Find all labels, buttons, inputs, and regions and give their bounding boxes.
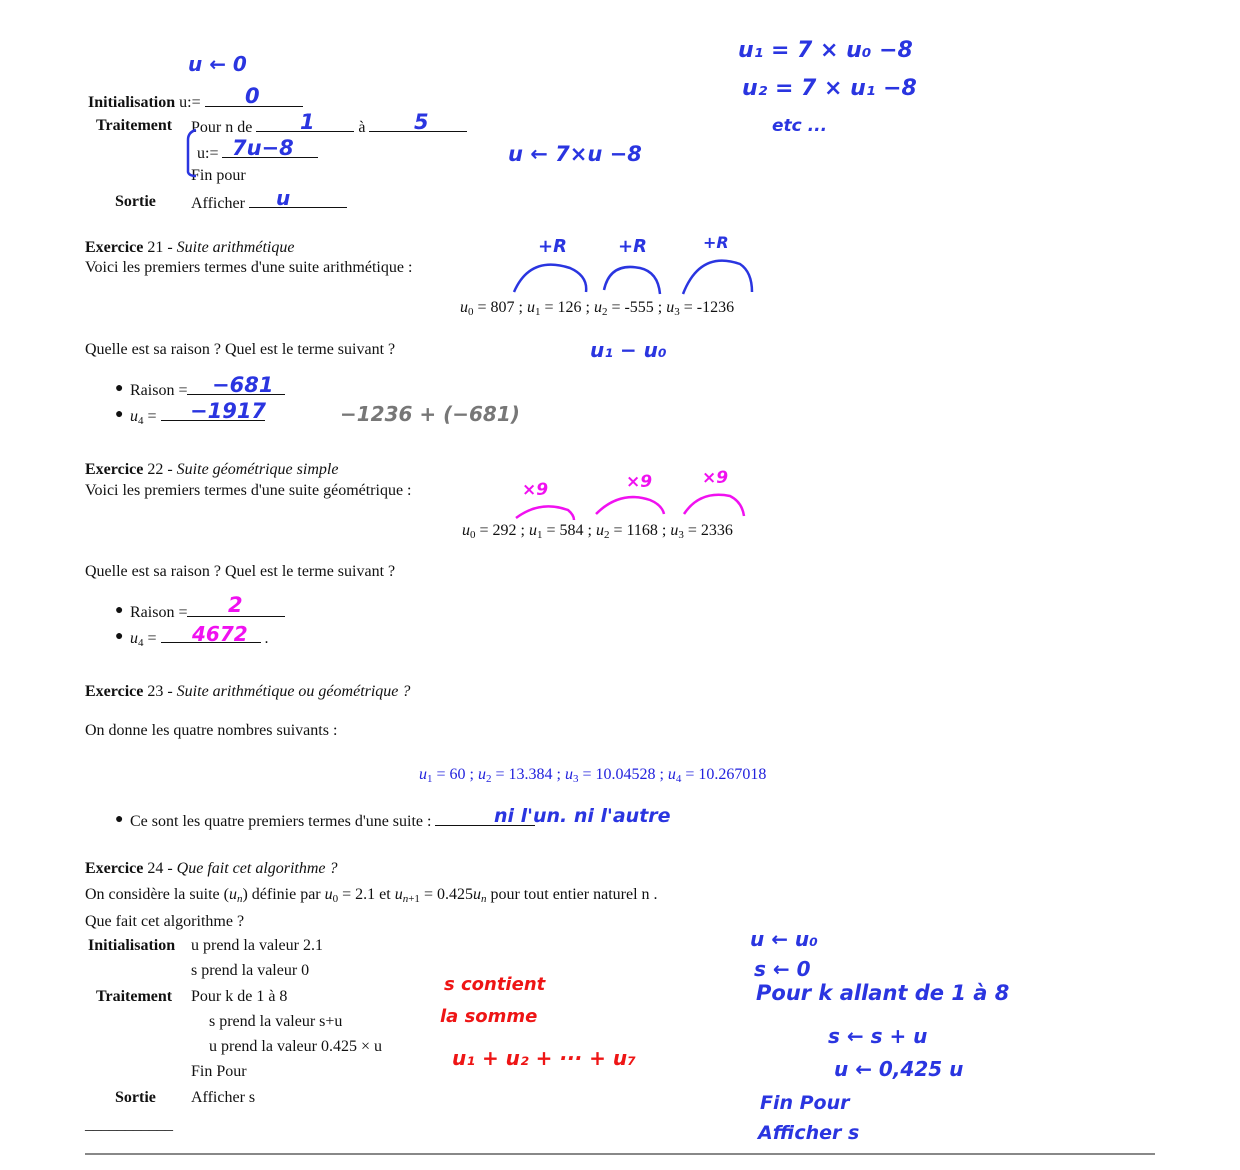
init-text: u:= xyxy=(179,94,201,111)
hw-arc-label-1: +R xyxy=(538,236,567,257)
u4-index: 4 xyxy=(138,415,144,427)
ex21-heading: Exercice 21 - Suite arithmétique xyxy=(85,239,295,256)
afficher-line: Afficher s xyxy=(191,1089,256,1106)
hw-blue-2: s ← 0 xyxy=(754,957,811,981)
ex22-intro: Voici les premiers termes d'une suite géométrique : xyxy=(85,482,412,499)
hw-blue-5: u ← 0,425 u xyxy=(834,1057,964,1081)
hw-u4: 4672 xyxy=(192,622,248,646)
hw-raison: 2 xyxy=(228,593,243,617)
hw-calc: −1236 + (−681) xyxy=(340,402,520,426)
fin-pour: Fin pour xyxy=(191,167,246,184)
ex23-bullet-text: Ce sont les quatre premiers termes d'une suite : xyxy=(130,813,432,830)
hw-arc-label-3: +R xyxy=(703,233,729,252)
hw-arc-1 xyxy=(516,506,574,520)
ex22-question: Quelle est sa raison ? Quel est le terme suivant ? xyxy=(85,563,396,580)
hw-arc-1 xyxy=(514,265,586,292)
u4-eq: = xyxy=(143,408,157,425)
hw-arc-3 xyxy=(683,261,752,294)
hw-arc-label-3: ×9 xyxy=(702,468,729,488)
pour-text: Pour n de xyxy=(191,119,253,136)
sortie-label: Sortie xyxy=(115,1089,156,1106)
hw-u1: u₁ = 7 × u₀ −8 xyxy=(738,38,913,63)
step-1: s prend la valeur s+u xyxy=(209,1013,343,1030)
ex24-definition: On considère la suite $(u_n)$ définie par $u_0 = 2.1$ et $u_{n+1} = 0.425u_n$ pour tout entier naturel n . xyxy=(85,886,658,905)
ex23-heading: Exercice 23 - Suite arithmétique ou géométrique ? xyxy=(85,683,411,700)
init-line-2: s prend la valeur 0 xyxy=(191,962,310,979)
hw-blue-4: s ← s + u xyxy=(828,1024,928,1048)
ex22-sequence: $u_0 = 292$ ; $u_1 = 584$ ; $u_2 = 1168$ ; $u_3 = 2336$ xyxy=(462,522,733,541)
bullet-icon: ● xyxy=(115,407,124,422)
hw-arc-label-1: ×9 xyxy=(522,480,549,500)
hw-diff: u₁ − u₀ xyxy=(590,338,667,362)
u-assign: u:= xyxy=(197,145,219,162)
ex24-heading: Exercice 24 - Que fait cet algorithme ? xyxy=(85,860,338,877)
hw-arc-2 xyxy=(604,267,660,294)
hw-blue-3: Pour k allant de 1 à 8 xyxy=(756,981,1010,1005)
bullet-icon: ● xyxy=(115,812,124,827)
hw-blue-6: Fin Pour xyxy=(760,1092,850,1114)
hw-arc-2 xyxy=(596,497,664,514)
init-label: Initialisation xyxy=(88,94,176,111)
bullet-icon: ● xyxy=(115,381,124,396)
ex21-intro: Voici les premiers termes d'une suite arithmétique : xyxy=(85,259,413,276)
sortie-label: Sortie xyxy=(115,193,156,210)
ex24-question: Que fait cet algorithme ? xyxy=(85,913,245,930)
hw-init-value: 0 xyxy=(245,84,260,108)
end-line: ___________ xyxy=(85,1116,173,1133)
fin-pour: Fin Pour xyxy=(191,1063,247,1080)
u4-end: . xyxy=(260,630,269,647)
raison-label: Raison = xyxy=(130,604,188,621)
hw-raison: −681 xyxy=(212,373,274,397)
hw-u4: −1917 xyxy=(190,399,267,423)
hw-expr: 7u−8 xyxy=(232,136,294,160)
a-text: à xyxy=(358,119,366,136)
init-line-1: u prend la valeur 2.1 xyxy=(191,937,323,954)
ex23-sequence: $u_1 = 60$ ; $u_2 = 13.384$ ; $u_3 = 10.04528$ ; $u_4 = 10.267018$ xyxy=(419,766,767,785)
hw-u-rule: u ← 7×u −8 xyxy=(508,142,642,166)
hw-bracket xyxy=(188,130,196,176)
u4-index: 4 xyxy=(138,637,144,649)
hw-arc-label-2: +R xyxy=(618,236,647,257)
trait-label: Traitement xyxy=(96,117,173,134)
u4-eq: = xyxy=(143,630,157,647)
worksheet-page: u ← 0 Initialisation u:= 0 Traitement Pour n de à 1 5 u:= 7u−8 Fin pour Sortie Afficher u u ← 7×u −8 u₁ = 7 × u₀ −8 u₂ = 7 × u₁ −8 etc ... Exercice 21 - Suite arithmétique Voici les premiers termes d'une suite arithmétique : $u_0 = 807$ ; $u_1 = 126$ ; $u_2 = -555$ ; $u_3 = -1236$ +R +R +R Quelle est sa raison ? Quel est le terme suivant ? u₁ − u₀ ● Raison = −681 ● $u_4$ = −1917 −1236 + (−681) Exercice 22 - Suite géométrique simple Voici les premiers termes d'une suite géométrique : $u_0 = 292$ ; $u_1 = 584$ ; $u_2 = 1168$ ; $u_3 = 2336$ ×9 ×9 ×9 Quelle est sa raison ? Quel est le terme suivant ? ● Raison = 2 ● $u_4$ = . 4672 Exercice 23 - Suite arithmétique ou géométrique ? On donne les quatre nombres suivants : $u_1 = 60$ ; $u_2 = 13.384$ ; $u_3 = 10.04528$ ; $u_4 = 10.267018$ ● Ce sont les quatre premiers termes d'une suite : ni l'un. ni l'autre Exercice 24 - Que fait cet algorithme ? On considère la suite $(u_n)$ définie par $u_0 = 2.1$ et $u_{n+1} = 0.425u_n$ pour tout entier naturel n . Que fait cet algorithme ? Initialisation u prend la valeur 2.1 s prend la valeur 0 Traitement Pour k de 1 à 8 s prend la valeur s+u u prend la valeur 0.425 × u Fin Pour Sortie Afficher s ___________ s contient la somme u₁ + u₂ + ··· + u₇ u ← u₀ s ← 0 Pour k allant de 1 à 8 s ← s + u u ← 0,425 u Fin Pour Afficher s xyxy=(0,0,1240,1170)
ex21-sequence: $u_0 = 807$ ; $u_1 = 126$ ; $u_2 = -555$ ; $u_3 = -1236$ xyxy=(460,299,735,318)
hw-u2: u₂ = 7 × u₁ −8 xyxy=(742,76,917,101)
ex22-heading: Exercice 22 - Suite géométrique simple xyxy=(85,461,339,478)
hw-red-2: la somme xyxy=(440,1006,538,1027)
hw-u-from-0: u ← 0 xyxy=(188,52,247,76)
bullet-icon: ● xyxy=(115,603,124,618)
hw-etc: etc ... xyxy=(772,116,828,136)
hw-answer: ni l'un. ni l'autre xyxy=(494,805,671,827)
hw-red-1: s contient xyxy=(444,974,546,995)
raison-label: Raison = xyxy=(130,382,188,399)
hw-arc-3 xyxy=(684,495,744,516)
bullet-icon: ● xyxy=(115,629,124,644)
init-label: Initialisation xyxy=(88,937,176,954)
hw-to: 5 xyxy=(414,110,429,134)
hw-red-3: u₁ + u₂ + ··· + u₇ xyxy=(452,1046,636,1070)
hw-blue-1: u ← u₀ xyxy=(750,927,818,951)
pour-line: Pour k de 1 à 8 xyxy=(191,988,288,1005)
afficher: Afficher xyxy=(191,195,245,212)
hw-arc-label-2: ×9 xyxy=(626,472,653,492)
trait-label: Traitement xyxy=(96,988,173,1005)
hw-display: u xyxy=(276,186,291,210)
step-2: u prend la valeur 0.425 × u xyxy=(209,1038,382,1055)
hw-from: 1 xyxy=(300,110,315,134)
hw-blue-7: Afficher s xyxy=(758,1122,860,1144)
ex21-question: Quelle est sa raison ? Quel est le terme suivant ? xyxy=(85,341,396,358)
ex23-intro: On donne les quatre nombres suivants : xyxy=(85,722,338,739)
